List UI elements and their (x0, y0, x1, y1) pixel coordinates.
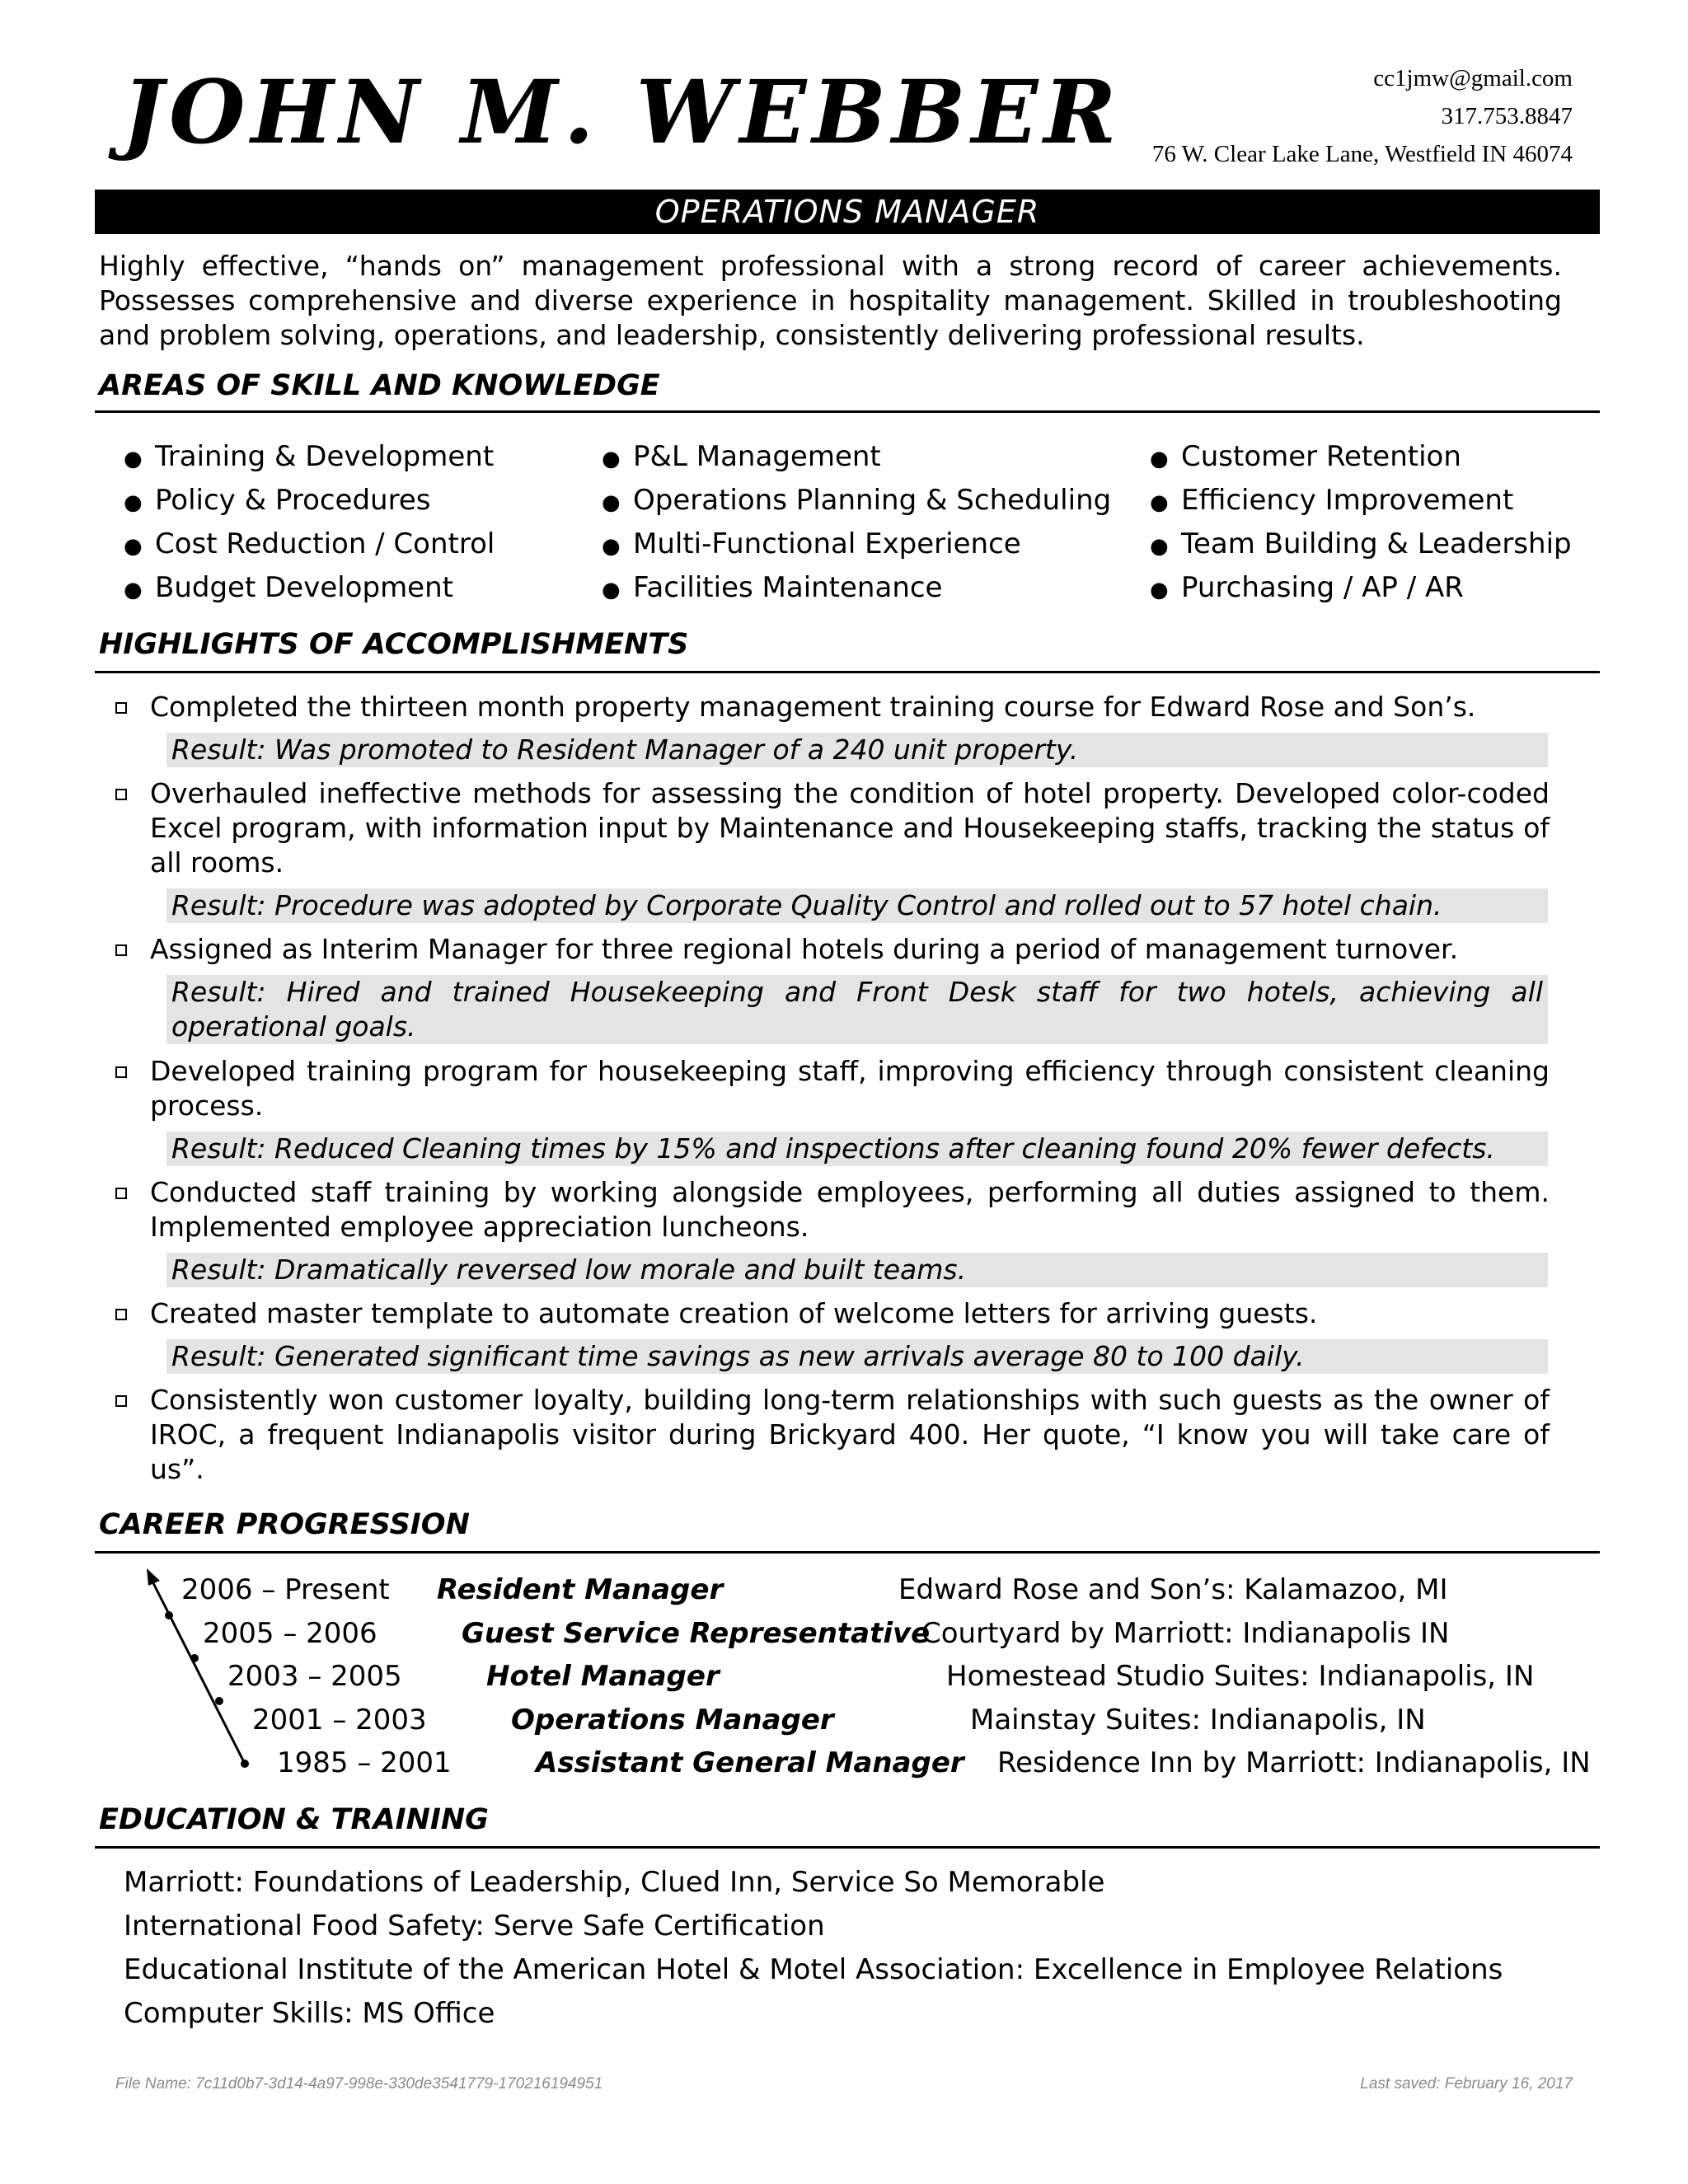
career-dates: 1985 – 2001 (277, 1746, 452, 1779)
accomplishments-heading: HIGHLIGHTS OF ACCOMPLISHMENTS (99, 628, 689, 661)
section-divider (95, 671, 1600, 673)
accomplishment-item: Overhauled ineffective methods for assessing the condition of hotel property. Developed color-coded Excel program, with information input by Maintenance and Housekeeping staffs, tracking the status of all rooms. (107, 776, 1550, 880)
skill-item: ● Customer Retention (1150, 435, 1572, 479)
checkbox-bullet-icon (115, 1309, 127, 1320)
accomplishment-result: Result: Reduced Cleaning times by 15% and inspections after cleaning found 20% fewer defects. (166, 1132, 1548, 1166)
skill-item: ● Efficiency Improvement (1150, 479, 1572, 523)
bullet-icon: ● (602, 534, 621, 559)
bullet-icon: ● (124, 578, 143, 602)
skill-item: ● Facilities Maintenance (602, 566, 1111, 610)
skill-item: ● Team Building & Leadership (1150, 523, 1572, 566)
skills-column-1 (124, 435, 495, 610)
career-dates: 2003 – 2005 (227, 1660, 402, 1693)
accomplishment-result: Result: Dramatically reversed low morale and built teams. (166, 1253, 1548, 1287)
candidate-name: JOHN M. WEBBER (122, 60, 1123, 163)
education-heading: EDUCATION & TRAINING (99, 1803, 489, 1836)
career-role: Hotel Manager (486, 1660, 720, 1693)
bullet-icon: ● (602, 490, 621, 515)
address: 76 W. Clear Lake Lane, Westfield IN 46074 (1151, 141, 1573, 167)
checkbox-bullet-icon (115, 944, 127, 956)
bullet-icon: ● (602, 578, 621, 602)
accomplishment-item: Consistently won customer loyalty, building long-term relationships with such guests as the owner of IROC, a frequent Indianapolis visitor during Brickyard 400. Her quote, “I know you will take care of us”. (107, 1383, 1550, 1487)
career-employer: Homestead Studio Suites: Indianapolis, IN (946, 1660, 1535, 1693)
checkbox-bullet-icon (115, 1395, 127, 1407)
checkbox-bullet-icon (115, 1066, 127, 1078)
accomplishment-result: Result: Procedure was adopted by Corporate Quality Control and rolled out to 57 hotel chain. (166, 888, 1548, 923)
career-employer: Mainstay Suites: Indianapolis, IN (970, 1704, 1426, 1736)
skill-item: ● Training & Development (124, 435, 495, 479)
summary: Highly effective, “hands on” management professional with a strong record of career achievements. Possesses comprehensive and diverse experience in hospitality management. Skilled in troubleshooting and problem solving, operations, and leadership, consistently delivering professional results. (99, 250, 1562, 351)
education-item: International Food Safety: Serve Safe Certification (124, 1910, 825, 1943)
career-role: Guest Service Representative (462, 1617, 931, 1650)
career-dates: 2006 – Present (181, 1573, 390, 1606)
accomplishment-result: Result: Generated significant time savings as new arrivals average 80 to 100 daily. (166, 1339, 1548, 1374)
skill-item: ● Cost Reduction / Control (124, 523, 495, 566)
skill-item: ● Multi-Functional Experience (602, 523, 1111, 566)
job-title-bar (95, 190, 1600, 234)
bullet-icon: ● (1150, 490, 1169, 515)
skill-item: ● Purchasing / AP / AR (1150, 566, 1572, 610)
accomplishment-item: Completed the thirteen month property management training course for Edward Rose and Son’s. (107, 690, 1550, 724)
bullet-icon: ● (1150, 578, 1169, 602)
career-role: Assistant General Manager (536, 1746, 964, 1779)
section-divider (95, 410, 1600, 413)
skill-item: ● P&L Management (602, 435, 1111, 479)
bullet-icon: ● (124, 490, 143, 515)
education-item: Computer Skills: MS Office (124, 1997, 495, 2030)
skills-heading: AREAS OF SKILL AND KNOWLEDGE (99, 369, 660, 402)
checkbox-bullet-icon (115, 789, 127, 800)
section-divider (95, 1846, 1600, 1849)
career-heading: CAREER PROGRESSION (99, 1508, 470, 1541)
accomplishment-result: Result: Hired and trained Housekeeping and Front Desk staff for two hotels, achieving all operational goals. (166, 975, 1548, 1044)
education-item: Educational Institute of the American Hotel & Motel Association: Excellence in Employee Relations (124, 1953, 1503, 1986)
career-dates: 2005 – 2006 (203, 1617, 377, 1650)
career-dates: 2001 – 2003 (252, 1704, 427, 1736)
accomplishment-item: Created master template to automate creation of welcome letters for arriving guests. (107, 1296, 1550, 1331)
career-role: Resident Manager (437, 1573, 724, 1606)
section-divider (95, 1551, 1600, 1554)
accomplishment-item: Conducted staff training by working alongside employees, performing all duties assigned to them. Implemented employee appreciation luncheons. (107, 1175, 1550, 1244)
bullet-icon: ● (1150, 534, 1169, 559)
career-employer: Edward Rose and Son’s: Kalamazoo, MI (898, 1573, 1448, 1606)
bullet-icon: ● (124, 447, 143, 471)
checkbox-bullet-icon (115, 1188, 127, 1199)
contact-block (1152, 59, 1573, 173)
education-item: Marriott: Foundations of Leadership, Clued Inn, Service So Memorable (124, 1866, 1105, 1899)
accomplishment-item: Assigned as Interim Manager for three regional hotels during a period of management turnover. (107, 932, 1550, 967)
skills-column-2 (602, 435, 1111, 610)
email: cc1jmw@gmail.com (1373, 65, 1573, 91)
checkbox-bullet-icon (115, 702, 127, 714)
bullet-icon: ● (124, 534, 143, 559)
phone: 317.753.8847 (1441, 103, 1573, 129)
accomplishment-result: Result: Was promoted to Resident Manager of a 240 unit property. (166, 733, 1548, 767)
career-role: Operations Manager (511, 1704, 834, 1736)
footer-file-name: File Name: 7c11d0b7-3d14-4a97-998e-330de3541779-1702161949​51 (115, 2075, 603, 2093)
job-title: OPERATIONS MANAGER (654, 194, 1040, 230)
skill-item: ● Operations Planning & Scheduling (602, 479, 1111, 523)
footer-last-saved: Last saved: February 16, 2017 (1360, 2075, 1573, 2093)
career-employer: Residence Inn by Marriott: Indianapolis, IN (997, 1746, 1591, 1779)
education-list (124, 1861, 1503, 2036)
skills-column-3 (1150, 435, 1572, 610)
bullet-icon: ● (1150, 447, 1169, 471)
bullet-icon: ● (602, 447, 621, 471)
career-employer: Courtyard by Marriott: Indianapolis IN (921, 1617, 1450, 1650)
accomplishment-item: Developed training program for housekeeping staff, improving efficiency through consistent cleaning process. (107, 1054, 1550, 1123)
skill-item: ● Budget Development (124, 566, 495, 610)
skill-item: ● Policy & Procedures (124, 479, 495, 523)
